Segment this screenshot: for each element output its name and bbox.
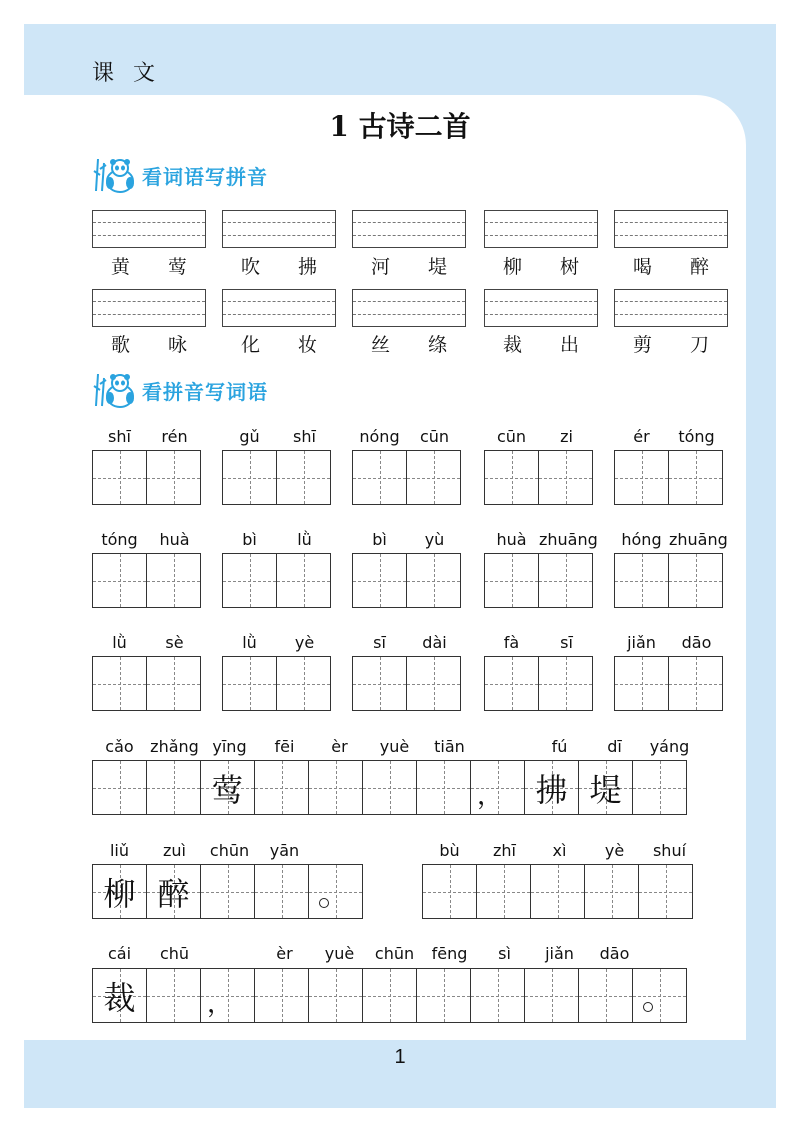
pinyin-label: yuè [379, 737, 410, 756]
hanzi-char: 歌 [110, 334, 130, 356]
tianzige-cell[interactable] [406, 450, 461, 505]
pinyin-label: zhī [493, 841, 516, 860]
pinyin-label: zhuāng [669, 530, 728, 549]
pinyin-label: cǎo [105, 737, 134, 756]
tianzige-cell[interactable] [578, 968, 633, 1023]
tianzige-cell[interactable] [308, 760, 363, 815]
pinyin-label: fēng [431, 944, 468, 963]
pinyin-label: èr [331, 737, 348, 756]
given-hanzi: 莺 [211, 770, 244, 809]
pinyin-label: huà [496, 530, 527, 549]
pinyin-writing-box[interactable] [614, 289, 728, 327]
poem-grid [422, 864, 693, 919]
pinyin-label: fēi [274, 737, 295, 756]
word-pair [484, 252, 598, 279]
tianzige-cell[interactable] [484, 450, 539, 505]
tianzige-cell[interactable] [538, 553, 593, 608]
hanzi-char: 河 [370, 256, 390, 278]
tianzige-cell[interactable] [362, 760, 417, 815]
word-pair [222, 252, 336, 279]
period-mark [643, 1002, 653, 1012]
poem-grid [92, 968, 687, 1023]
pinyin-label: sī [373, 633, 386, 652]
tianzige-grid [222, 450, 331, 505]
pinyin-label: bì [242, 530, 257, 549]
pinyin-label: ér [633, 427, 650, 446]
tianzige-cell[interactable] [614, 553, 669, 608]
pinyin-label: shī [108, 427, 131, 446]
pinyin-writing-box[interactable] [92, 210, 206, 248]
given-hanzi: 醉 [157, 874, 190, 913]
given-hanzi: 堤 [589, 770, 622, 809]
pinyin-label: yuè [324, 944, 355, 963]
pinyin-label: lǜ [112, 633, 127, 652]
tianzige-grid [92, 553, 201, 608]
pinyin-writing-box[interactable] [352, 289, 466, 327]
hanzi-char: 醉 [689, 256, 709, 278]
hanzi-char: 黄 [110, 256, 130, 278]
pinyin-label: zuì [163, 841, 186, 860]
tianzige-cell[interactable] [222, 450, 277, 505]
comma-mark: ， [477, 781, 504, 811]
pinyin-label: sì [498, 944, 511, 963]
pinyin-writing-box[interactable] [484, 289, 598, 327]
tianzige-cell[interactable] [470, 760, 525, 815]
pinyin-label: chūn [374, 944, 415, 963]
tianzige-cell[interactable] [92, 760, 147, 815]
comma-mark: ， [207, 989, 234, 1019]
header-label: 课 文 [92, 61, 161, 86]
page-number: 1 [394, 1046, 406, 1068]
tianzige-cell[interactable] [538, 656, 593, 711]
tianzige-cell[interactable] [200, 864, 255, 919]
pinyin-label: cūn [419, 427, 450, 446]
tianzige-cell[interactable] [146, 760, 201, 815]
pinyin-label: dī [607, 737, 622, 756]
given-hanzi: 拂 [535, 770, 568, 809]
tianzige-cell[interactable] [254, 760, 309, 815]
pinyin-label: chūn [209, 841, 250, 860]
word-pair [92, 330, 206, 357]
pinyin-label: jiǎn [627, 633, 656, 652]
tianzige-grid [484, 553, 593, 608]
tianzige-grid [92, 656, 201, 711]
hanzi-char: 吹 [240, 256, 260, 278]
pinyin-label: zi [560, 427, 573, 446]
pinyin-label: cūn [496, 427, 527, 446]
pinyin-label: yù [424, 530, 445, 549]
pinyin-label: gǔ [239, 427, 260, 446]
tianzige-cell[interactable] [484, 553, 539, 608]
tianzige-grid [484, 656, 593, 711]
tianzige-grid [614, 656, 723, 711]
tianzige-cell[interactable] [146, 968, 201, 1023]
pinyin-label: cái [107, 944, 132, 963]
tianzige-cell[interactable] [638, 864, 693, 919]
tianzige-cell[interactable] [530, 864, 585, 919]
hanzi-char: 剪 [632, 334, 652, 356]
tianzige-cell[interactable] [146, 553, 201, 608]
tianzige-cell[interactable] [92, 553, 147, 608]
pinyin-label: lǜ [242, 633, 257, 652]
tianzige-cell[interactable] [146, 450, 201, 505]
hanzi-char: 刀 [689, 334, 709, 356]
pinyin-label: zhuāng [539, 530, 598, 549]
tianzige-cell[interactable] [146, 864, 201, 919]
word-pair [614, 330, 728, 357]
given-hanzi: 柳 [103, 874, 136, 913]
tianzige-cell[interactable] [254, 864, 309, 919]
hanzi-char: 喝 [632, 256, 652, 278]
hanzi-char: 化 [240, 334, 260, 356]
pinyin-writing-box[interactable] [614, 210, 728, 248]
tianzige-cell[interactable] [470, 968, 525, 1023]
pinyin-label: sī [560, 633, 573, 652]
tianzige-cell[interactable] [92, 450, 147, 505]
pinyin-label: xì [552, 841, 567, 860]
tianzige-cell[interactable] [416, 760, 471, 815]
tianzige-cell[interactable] [92, 968, 147, 1023]
section-heading-1 [92, 155, 268, 195]
pinyin-label: bù [439, 841, 460, 860]
pinyin-label: yáng [649, 737, 690, 756]
tianzige-cell[interactable] [308, 864, 363, 919]
word-pair [614, 252, 728, 279]
tianzige-cell[interactable] [416, 968, 471, 1023]
pinyin-label: hóng [621, 530, 662, 549]
tianzige-cell[interactable] [484, 656, 539, 711]
pinyin-writing-box[interactable] [352, 210, 466, 248]
tianzige-cell[interactable] [222, 553, 277, 608]
panda-icon [92, 155, 138, 195]
pinyin-label: èr [276, 944, 293, 963]
word-pair [352, 330, 466, 357]
tianzige-cell[interactable] [406, 656, 461, 711]
poem-grid [92, 864, 363, 919]
pinyin-label: tiān [434, 737, 465, 756]
tianzige-cell[interactable] [276, 656, 331, 711]
hanzi-char: 出 [559, 334, 579, 356]
pinyin-label: lǜ [297, 530, 312, 549]
tianzige-cell[interactable] [92, 864, 147, 919]
hanzi-char: 堤 [427, 256, 447, 278]
tianzige-cell[interactable] [584, 864, 639, 919]
tianzige-grid [352, 656, 461, 711]
tianzige-grid [352, 553, 461, 608]
tianzige-cell[interactable] [632, 760, 687, 815]
hanzi-char: 莺 [167, 256, 187, 278]
tianzige-cell[interactable] [668, 553, 723, 608]
section-label-1: 看词语写拼音 [142, 164, 268, 189]
tianzige-cell[interactable] [614, 450, 669, 505]
pinyin-writing-box[interactable] [222, 289, 336, 327]
tianzige-cell[interactable] [524, 968, 579, 1023]
hanzi-char: 丝 [370, 334, 390, 356]
tianzige-cell[interactable] [578, 760, 633, 815]
tianzige-cell[interactable] [352, 656, 407, 711]
tianzige-cell[interactable] [422, 864, 477, 919]
tianzige-grid [222, 656, 331, 711]
tianzige-cell[interactable] [352, 553, 407, 608]
pinyin-label: yè [294, 633, 315, 652]
pinyin-label: dāo [681, 633, 712, 652]
hanzi-char: 柳 [502, 256, 522, 278]
panda-icon [92, 370, 138, 410]
pinyin-label: nóng [359, 427, 400, 446]
tianzige-cell[interactable] [362, 968, 417, 1023]
pinyin-writing-box[interactable] [222, 210, 336, 248]
given-hanzi: 裁 [103, 978, 136, 1017]
tianzige-cell[interactable] [276, 553, 331, 608]
pinyin-label: sè [165, 633, 184, 652]
pinyin-label: dāo [599, 944, 630, 963]
hanzi-char: 裁 [502, 334, 522, 356]
pinyin-label: shuí [652, 841, 687, 860]
word-pair [92, 252, 206, 279]
tianzige-cell[interactable] [254, 968, 309, 1023]
section-heading-2 [92, 370, 268, 410]
pinyin-label: jiǎn [545, 944, 574, 963]
tianzige-grid [484, 450, 593, 505]
tianzige-cell[interactable] [476, 864, 531, 919]
hanzi-char: 咏 [167, 334, 187, 356]
hanzi-char: 树 [559, 256, 579, 278]
tianzige-cell[interactable] [668, 450, 723, 505]
tianzige-cell[interactable] [92, 656, 147, 711]
tianzige-cell[interactable] [524, 760, 579, 815]
pinyin-label: rén [161, 427, 188, 446]
pinyin-label: yān [269, 841, 300, 860]
pinyin-label: yè [604, 841, 625, 860]
tianzige-cell[interactable] [200, 760, 255, 815]
pinyin-label: tóng [678, 427, 715, 446]
tianzige-grid [92, 450, 201, 505]
pinyin-label: fú [551, 737, 568, 756]
pinyin-label: chū [159, 944, 190, 963]
tianzige-cell[interactable] [668, 656, 723, 711]
pinyin-writing-box[interactable] [92, 289, 206, 327]
poem-grid [92, 760, 687, 815]
tianzige-cell[interactable] [222, 656, 277, 711]
hanzi-char: 绦 [427, 334, 447, 356]
period-mark [319, 898, 329, 908]
pinyin-label: fà [503, 633, 520, 652]
hanzi-char: 拂 [297, 256, 317, 278]
pinyin-label: bì [372, 530, 387, 549]
tianzige-cell[interactable] [276, 450, 331, 505]
pinyin-label: zhǎng [150, 737, 199, 756]
pinyin-label: shī [293, 427, 316, 446]
pinyin-label: dài [422, 633, 447, 652]
tianzige-cell[interactable] [200, 968, 255, 1023]
tianzige-grid [614, 450, 723, 505]
tianzige-grid [222, 553, 331, 608]
tianzige-cell[interactable] [308, 968, 363, 1023]
tianzige-cell[interactable] [614, 656, 669, 711]
pinyin-writing-box[interactable] [484, 210, 598, 248]
tianzige-cell[interactable] [538, 450, 593, 505]
word-pair [484, 330, 598, 357]
section-label-2: 看拼音写词语 [142, 379, 268, 404]
lesson-title: 1 古诗二首 [329, 110, 471, 143]
word-pair [222, 330, 336, 357]
pinyin-label: liǔ [109, 841, 130, 860]
tianzige-cell[interactable] [632, 968, 687, 1023]
pinyin-label: yīng [212, 737, 247, 756]
pinyin-label: huà [159, 530, 190, 549]
tianzige-cell[interactable] [352, 450, 407, 505]
tianzige-grid [352, 450, 461, 505]
word-pair [352, 252, 466, 279]
tianzige-grid [614, 553, 723, 608]
tianzige-cell[interactable] [406, 553, 461, 608]
hanzi-char: 妆 [297, 334, 317, 356]
tianzige-cell[interactable] [146, 656, 201, 711]
pinyin-label: tóng [101, 530, 138, 549]
